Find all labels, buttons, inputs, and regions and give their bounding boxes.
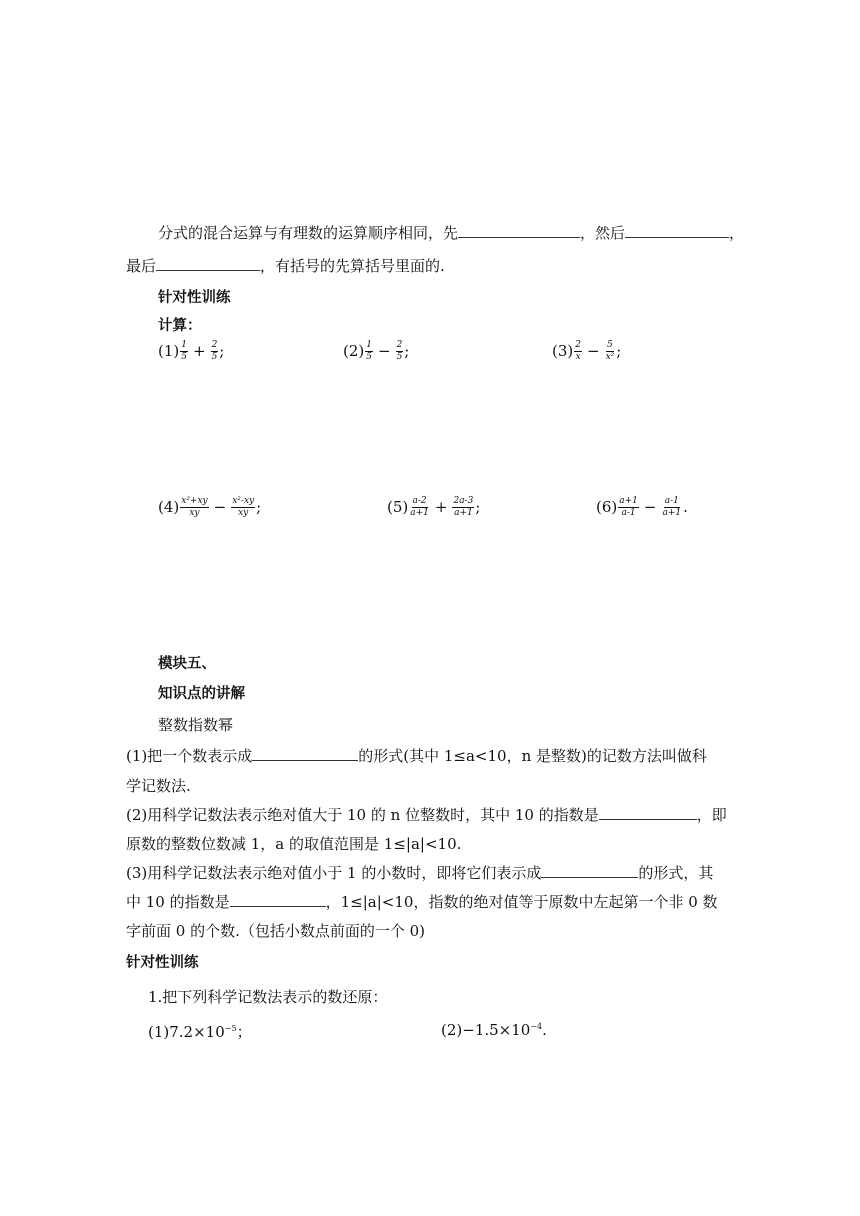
question-1b [441,1021,547,1039]
paragraph-1-line-1 [126,745,707,766]
paragraph-1-line-2: 学记数法. [126,777,191,795]
question-1: 1.把下列科学记数法表示的数还原： [148,988,388,1006]
problem-end: ; [475,497,481,516]
fraction [396,341,404,363]
denominator: a+1 [662,508,682,519]
paragraph-2-line-2: 原数的整数位数减 1，a 的取值范围是 1≤|a|<10. [126,835,462,853]
fraction [661,497,682,519]
p1-text-a: (1)把一个数表示成 [126,747,253,765]
answer-blank[interactable] [156,258,260,271]
problem-label: (1) [158,341,180,360]
denominator: 5 [396,352,403,363]
topic-heading: 整数指数幂 [158,716,234,734]
problem-end: ; [256,497,262,516]
numerator: x²-xy [231,497,255,508]
answer-blank[interactable] [599,807,697,820]
training-heading-2: 针对性训练 [126,955,199,971]
numerator: 1 [365,341,373,352]
numerator: a-2 [412,497,428,508]
p3-text-b: 的形式，其 [638,864,714,882]
intro-text-5: ，有括号的先算括号里面的. [260,257,445,275]
intro-line-1 [158,222,744,243]
denominator: 5 [211,352,218,363]
q1a-exponent: −5 [224,1024,237,1033]
intro-text-1: 分式的混合运算与有理数的运算顺序相同，先 [158,224,459,242]
operator: − [213,497,227,516]
problem-5 [387,497,480,519]
problem-end: ; [219,341,225,360]
answer-blank[interactable] [458,225,580,238]
fraction [605,341,616,363]
problem-6 [596,497,688,519]
numerator: 5 [606,341,614,352]
denominator: xy [189,508,200,519]
operator: − [643,497,657,516]
fraction [180,341,188,363]
problem-label: (3) [552,341,574,360]
answer-blank[interactable] [252,748,358,761]
intro-text-2: ，然后 [580,224,626,242]
module-title: 模块五、 [158,656,216,672]
q1b-end: . [542,1021,547,1039]
denominator: x² [605,352,615,363]
intro-line-2 [126,255,445,276]
p3-text-c: 中 10 的指数是 [126,893,230,911]
operator: − [377,341,391,360]
denominator: a+1 [454,508,473,519]
paragraph-2-line-1 [126,804,727,825]
problem-2 [343,341,409,363]
paragraph-3-line-3: 字前面 0 的个数.（包括小数点前面的一个 0) [126,922,426,940]
answer-blank[interactable] [541,865,638,878]
paragraph-3-line-1 [126,862,713,883]
numerator: 2 [211,341,219,352]
numerator: 2a-3 [452,497,474,508]
numerator: 2 [574,341,582,352]
numerator: 2 [396,341,404,352]
problem-label: (5) [387,497,409,516]
paragraph-3-line-2 [126,891,718,912]
problem-1 [158,341,224,363]
q1b-exponent: −4 [530,1022,543,1031]
operator: + [192,341,206,360]
denominator: xy [238,508,249,519]
calc-heading: 计算： [158,318,202,334]
p2-text-a: (2)用科学记数法表示绝对值大于 10 的 n 位整数时，其中 10 的指数是 [126,806,599,824]
numerator: x²+xy [180,497,208,508]
p1-text-b: 的形式(其中 1≤a<10，n 是整数)的记数方法叫做科 [358,747,707,765]
problem-label: (4) [158,497,180,516]
fraction [574,341,582,363]
operator: − [586,341,600,360]
denominator: 5 [366,352,372,363]
fraction [180,497,208,519]
fraction [231,497,255,519]
q1b-text: (2)−1.5×10 [441,1021,531,1039]
problem-end: ; [404,341,410,360]
operator: + [434,497,448,516]
knowledge-heading: 知识点的讲解 [158,686,245,702]
q1a-text: (1)7.2×10 [148,1023,225,1041]
question-1a [148,1021,252,1042]
denominator: a-1 [621,508,636,519]
answer-blank[interactable] [625,225,729,238]
fraction [211,341,219,363]
training-heading: 针对性训练 [158,290,231,306]
problem-label: (2) [343,341,365,360]
p3-text-a: (3)用科学记数法表示绝对值小于 1 的小数时，即将它们表示成 [126,864,542,882]
fraction [409,497,430,519]
intro-text-3: ， [729,224,745,242]
problem-end: . [683,497,688,516]
problem-end: ; [616,341,622,360]
fraction [365,341,373,363]
p2-text-b: ，即 [696,806,727,824]
problem-label: (6) [596,497,618,516]
answer-blank[interactable] [230,894,326,907]
p3-text-d: ，1≤|a|<10，指数的绝对值等于原数中左起第一个非 0 数 [325,893,718,911]
fraction [452,497,474,519]
fraction [618,497,639,519]
problem-4 [158,497,261,519]
problem-3 [552,341,621,363]
numerator: 1 [180,341,188,352]
denominator: x [575,352,581,363]
numerator: a-1 [664,497,680,508]
intro-text-4: 最后 [126,257,157,275]
numerator: a+1 [618,497,639,508]
denominator: 5 [181,352,187,363]
q1a-end: ； [236,1023,252,1041]
denominator: a+1 [410,508,429,519]
